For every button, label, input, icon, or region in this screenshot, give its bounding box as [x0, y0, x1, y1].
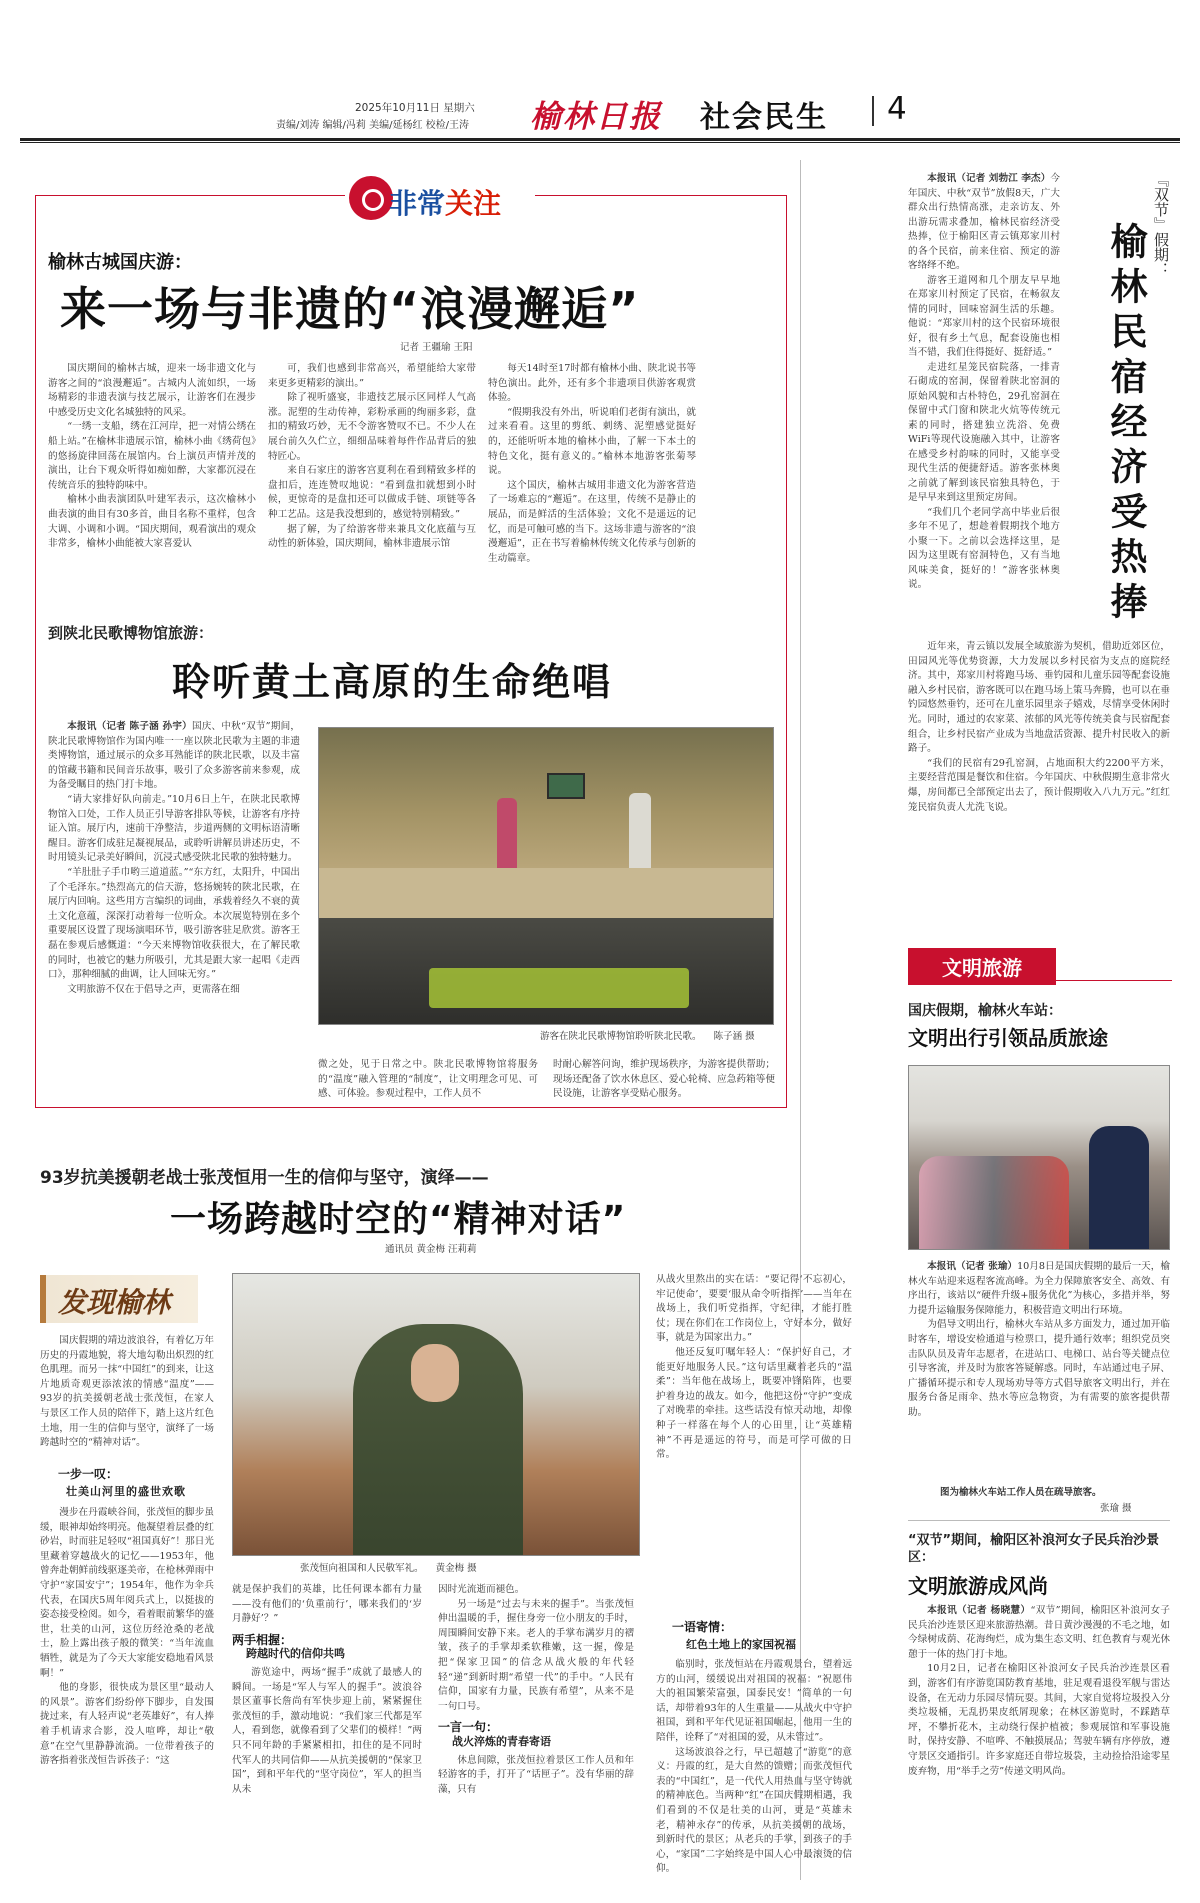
performer-right	[629, 793, 651, 871]
article3-kicker: 93岁抗美援朝老战士张茂恒用一生的信仰与坚守，演绎——	[40, 1168, 489, 1188]
article3-col3: 因时光流逝而褪色。 另一场是“过去与未来的握手”。当张茂恒伸出温暖的手，握住身旁一位小朋友的手时，周围瞬间安静下来。老人的手掌布满岁月的褶皱，孩子的手掌却柔软稚嫩，这一握，像是把“保家卫国”的信念从战火般的年代轻轻“递”到新时期“希望一代”的手中。“人民有信仰，国家有力量，民族有希望”，从来不是一句口号。 一言一句： 战火淬炼的青春寄语 休息间隙，张茂恒拉着景区工作人员和年轻游客的手，打开了“话匣子”。没有华丽的辞藻，只有	[438, 1584, 634, 1795]
header-rule-thin	[20, 142, 1180, 143]
page-number: 4	[887, 91, 907, 127]
article1-kicker: 榆林古城国庆游：	[48, 252, 192, 273]
veteran-salute-photo	[232, 1273, 640, 1556]
discover-yulin-logo	[40, 1275, 198, 1323]
article3-title: 一场跨越时空的“精神对话”	[170, 1199, 627, 1240]
article3-col1: 漫步在丹霞峡谷间，张茂恒的脚步虽缓，眼神却始终明亮。他凝望着层叠的红砂岩，时而驻足轻叹“祖国真好”！那日光里藏着穿越战火的记忆——1953年，他曾奔赴朝鲜前线驱逐美帝，在枪林弹雨中守护“家国安宁”；1954年，他作为伞兵代表，在国庆5周年阅兵式上，以挺拔的姿态接受检阅。如今，看着眼前繁华的盛世，壮美的山河，这位历经沧桑的老战士，脸上露出孩子般的微笑：“当年流血牺牲，就是为了今天大家能安稳地看风景啊！” 他的身影，很快成为景区里“最动人的风景”。游客们纷纷停下脚步，自发围拢过来，有人轻声说“老英雄好”，有人捧着手机请求合影，没人喧哗，却让“敬意”在空气里静静流淌。一位带着孩子的游客指着张茂恒告诉孩子：“这	[40, 1507, 214, 1767]
veteran-face	[411, 1344, 459, 1402]
article3-col2: 就是保护我们的英雄，比任何课本都有力量——没有他们的‘负重前行’，哪来我们的‘岁月静好’？” 两手相握： 跨越时代的信仰共鸣 游览途中，两场“握手”成就了最感人的瞬间。一场是“军人与军人的握手”。波浪谷景区董事长詹尚有军快步迎上前，紧紧握住张茂恒的手，激动地说：“我们家三代都是军人，看到您，就像看到了父辈们的模样！”两只不同年龄的手紧紧相扣，扣住的是不同时代军人的共同信仰——从抗美援朝的“保家卫国”，到和平年代的“坚守岗位”，军人的担当从未	[232, 1584, 422, 1795]
section3-title: 战火淬炼的青春寄语	[452, 1734, 551, 1748]
section4-title: 红色土地上的家国祝福	[686, 1638, 796, 1651]
article3-col4: 从战火里熬出的实在话：“要记得‘不忘初心，牢记使命’，要要‘服从命令听指挥’——当年在战场上，我们听党指挥，守纪律，才能打胜仗；现在你们在工作岗位上，守好本分，做好事，就是为国家出力。” 他还反复叮嘱年轻人：“保护好自己，才能更好地服务人民。”这句话里藏着老兵的“温柔”：当年他在战场上，既要冲锋陷阵，也要护着身边的战友。如今，他把这份“守护”变成了对晚辈的牵挂。这些话没有惊天动地，却像种子一样落在每个人的心田里，让“英雄精神”不再是遥远的符号，而是可学可做的日常。	[656, 1274, 852, 1461]
magnifier-icon	[349, 176, 393, 220]
civilized-travel-tag: 文明旅游	[908, 948, 1056, 985]
station-story-title: 文明出行引领品质旅途	[908, 1026, 1108, 1050]
station-crowd	[919, 1156, 1069, 1250]
audience-chairs	[429, 968, 689, 1008]
article2-left-column: 本报讯（记者 陈子涵 孙宇）国庆、中秋“双节”期间，陕北民歌博物馆作为国内唯一一座以陕北民歌为主题的非遗类博物馆，通过展示的众多耳熟能详的陕北民歌，以及丰富的馆藏书籍和民间音乐故事，吸引了众多游客前来参观，成为备受瞩目的热门打卡地。 “请大家排好队向前走。”10月6日上午，在陕北民歌博物馆入口处，工作人员正引导游客排队等候，让游客有序持证入馆。展厅内，速前干净整洁，步道两侧的文明标语清晰醒目。游客们成驻足凝视展品，或聆听讲解员讲述历史，不时用镜头记录美好瞬间，沉浸式感受陕北民歌的独特魅力。 “羊肚肚子手巾哟三道道蓝。”“东方红，太阳升，中国出了个毛泽东。”热烈高亢的信天游，悠扬婉转的陕北民歌，在展厅内回响。这些用方言编织的词曲，承载着经久不衰的黄土文化意蕴，深深打动着每一位听众。本次展览特别在多个重要展区设置了现场演唱环节，吸引游客驻足欣赏。游客王磊在参观后感慨道：“今天来博物馆收获很大，在了解民歌的同时，也被它的魅力所吸引，尤其是跟大家一起唱《走西口》，那种细腻的曲调，让人回味无穷。” 文明旅游不仅在于倡导之声，更需落在细	[48, 721, 300, 995]
article1-column-2: 可，我们也感到非常高兴，希望能给大家带来更多更精彩的演出。” 除了视听盛宴，非遗技艺展示区同样人气高涨。泥塑的生动传神，彩粉承画的绚丽多彩，盘扣的精致巧妙，无不令游客赞叹不已。不少人在展台前久久伫立，细细品味着每件作品背后的独特匠心。 来自石家庄的游客宫夏利在看到精致多样的盘扣后，连连赞叹地说：“看到盘扣就想到小时候，更惊奇的是盘扣还可以做成手链、项链等各种工艺品。这是我没想到的，感觉特别精致。” 据了解，为了给游客带来兼具文化底蕴与互动性的新体验，国庆期间，榆林非遗展示馆	[268, 363, 476, 550]
article1-column-1: 国庆期间的榆林古城，迎来一场非遗文化与游客之间的“浪漫邂逅”。古城内人流如织，一场场精彩的非遗表演与技艺展示，让游客们在漫步中感受历史文化名城独特的风采。 “一绣一支船，绣在江河岸，把一对情公绣在船上站。”在榆林非遗展示馆，榆林小曲《绣荷包》的悠扬旋律回荡在展馆内。台上演员声情并茂的演出，让台下观众听得如痴如醉，大家都沉浸在传统音乐的独特韵味中。 榆林小曲表演团队叶建军表示，这次榆林小曲表演的曲目有30多首，曲目名称不重样，包含大调、小调和小调。“国庆期间，观看演出的观众非常多，榆林小曲能被大家喜爱认	[48, 363, 256, 550]
article3-byline: 通讯员 黄金梅 汪莉莉	[385, 1244, 477, 1255]
station-story-text: 本报讯（记者 张瑜）10月8日是国庆假期的最后一天，榆林火车站迎来返程客流高峰。为全力保障旅客安全、高效、有序出行，该站以“硬件升级+服务优化”为核心，多措并举，努力提升运输服务保障能力，积极营造文明出行环境。 为倡导文明出行，榆林火车站从多方面发力，通过加开临时客车，增设安检通道与检票口，提升通行效率；组织党员突击队队员及青年志愿者，在进站口、电梯口、站台等关键点位引导客流，并及时为旅客答疑解惑。同时，车站通过电子屏、广播循环提示和专人现场劝导等方式倡导旅客文明出行，并在服务台备足雨伞、热水等应急物资，为有需要的旅客提供帮助。	[908, 1261, 1170, 1418]
article3-col4-cont: 临别时，张茂恒站在丹霞观景台，望着远方的山河，缓缓说出对祖国的祝福：“祝愿伟大的祖国繁荣富强，国泰民安！”简单的一句话，却带着93年的人生重量——从战火中守护祖国，到和平年代见证祖国崛起，他用一生的陪伴，诠释了“对祖国的爱，从未管过”。 这场波浪谷之行，早已超越了“游览”的意义：丹霞的红，是大自然的馈赠；而张茂恒代表的“中国红”，是一代代人用热血与坚守铸就的精神底色。当两种“红”在国庆假期相遇，我们看到的不仅是壮美的山河，更是“英雄未老，精神永存”的传承，从抗美援朝的战场，到新时代的景区；从老兵的手掌，到孩子的手心，“家国”二字始终是中国人心中最滚烫的信仰。	[656, 1659, 852, 1875]
homestay-vertical-title: 榆林民宿经济受热捧	[1104, 222, 1148, 627]
article2-title: 聆听黄土高原的生命绝唱	[172, 660, 613, 704]
desert-story-kicker: “双节”期间，榆阳区补浪河女子民兵治沙景区：	[908, 1533, 1160, 1565]
train-station-photo	[908, 1065, 1170, 1250]
section2-label: 两手相握：	[232, 1632, 293, 1647]
masthead-date: 2025年10月11日 星期六	[355, 102, 475, 114]
discover-yulin-text: 发现榆林	[58, 1286, 171, 1319]
article2-bottom-col-1: 微之处，见于日常之中。陕北民歌博物馆将服务的“温度”融入管理的“制度”，让文明理念可见、可感、可体验。参观过程中，工作人员不	[318, 1059, 538, 1100]
badge-part1: 非常	[389, 187, 446, 220]
header-rule	[20, 138, 1180, 141]
section-title: 社会民生	[700, 100, 828, 135]
homestay-author: 本报讯（记者 刘勃江 李杰）	[927, 173, 1051, 184]
article2-kicker: 到陕北民歌博物馆旅游：	[48, 624, 214, 642]
folk-song-museum-photo	[318, 727, 774, 1025]
feature-badge	[345, 170, 535, 225]
article3-intro: 国庆假期的靖边波浪谷，有着亿万年历史的丹霞地貌，将大地勾勒出炽烈的红色肌理。而另一抹“中国红”的到来，让这片地质奇观更添浓浓的情感“温度”——93岁的抗美援朝老战士张茂恒，在家人与景区工作人员的陪伴下，踏上这片红色土地，用一生的信仰与坚守，演绎了一场跨越时空的“精神对话”。	[40, 1335, 214, 1449]
masthead-separator	[872, 96, 874, 126]
civilized-tag-rule	[1056, 980, 1172, 981]
stage-screen	[547, 773, 585, 799]
station-story-kicker: 国庆假期，榆林火车站：	[908, 1003, 1062, 1019]
homestay-article-text-cont: 近年来，青云镇以发展全域旅游为契机，借助近郊区位，田园风光等优势资源，大力发展以乡村民宿为支点的庭院经济。其中，郑家川村将跑马场、垂钓园和儿童乐园等配套设施融入乡村民宿，游客既可以在跑马场上策马奔腾，也可以在垂钓园悠然垂钓，还可在儿童乐园里亲子嬉戏，尽情享受休闲时光。同时，通过的农家菜、浓郁的风光等传统美食与民宿配套组合，让乡村民宿产业成为当地盘活资源、提升村民收入的新路子。 “我们的民宿有29孔窑洞，占地面积大约2200平方米，主要经营范围是餐饮和住宿。今年国庆、中秋假期生意非常火爆，房间都已全部预定出去了，预计假期收入八九万元。”红红笼民宿负责人尤洗飞说。	[908, 641, 1170, 813]
article1-column-3: 每天14时至17时都有榆林小曲、陕北说书等特色演出。此外，还有多个非遗项目供游客观赏体验。 “假期我没有外出，听说咱们老街有演出，就过来看看。这里的剪纸、刺绣、泥塑感觉挺好的，还能听听本地的榆林小曲，了解一下本土的特色文化，挺有意义的。”榆林本地游客张菊琴说。 这个国庆，榆林古城用非遗文化为游客营造了一场难忘的“邂逅”。在这里，传统不是静止的展品，而是鲜活的生活体验；文化不是遥远的记忆，而是可触可感的当下。这场非遗与游客的“浪漫邂逅”，正在书写着榆林传统文化传承与创新的生动篇章。	[488, 363, 696, 564]
station-photo-caption: 图为榆林火车站工作人员在疏导旅客。	[940, 1487, 1102, 1498]
folk-song-photo-caption: 游客在陕北民歌博物馆聆听陕北民歌。 陈子涵 摄	[540, 1031, 755, 1042]
badge-part2: 关注	[445, 187, 502, 220]
homestay-article-text: 本报讯（记者 刘勃江 李杰）今年国庆、中秋“双节”放假8天，广大群众出行热情高涨，走亲访友、外出游玩需求叠加，榆林民宿经济受热捧，位于榆阳区青云镇郑家川村的各个民宿，前来住宿、预定的游客络绎不绝。 游客王道网和几个朋友早早地在郑家川村预定了民宿，在畅叙友情的同时，回味窑洞生活的乐趣。他说：“郑家川村的这个民宿环境很好，很有乡土气息，配套设施也相当不错，我们住得挺好、挺舒适。” 走进红星笼民宿院落，一排青石砌成的窑洞，保留着陕北窑洞的原始风貌和古朴特色，29孔窑洞在保留中式门窗和陕北火炕等传统元素的同时，搭建独立洗浴、免费WiFi等现代设施融入其中，让游客在感受乡村韵味的同时，又能享受现代生活的便捷舒适。游客张林奥之前就了解到该民宿独具特色，于是早早来到这里预定房间。 “我们几个老同学高中毕业后很多年不见了，想趁着假期找个地方小聚一下。之前以会选择这里，是因为这里既有窑洞特色，又有当地风味美食，挺好的！”游客张林奥说。	[908, 173, 1060, 590]
veteran-photo-caption: 张茂恒向祖国和人民敬军礼。 黄金梅 摄	[300, 1563, 477, 1574]
section4-label: 一语寄情：	[672, 1620, 733, 1634]
masthead-editors: 责编/刘涛 编辑/冯莉 美编/延杨红 校检/王涛	[276, 120, 470, 131]
article1-title: 来一场与非遗的“浪漫邂逅”	[60, 282, 640, 336]
right-column-divider	[800, 160, 801, 1880]
paper-name-logo: 榆林日报	[530, 99, 662, 135]
performer-left	[497, 798, 517, 870]
civilized-divider	[908, 1520, 1170, 1521]
section2-title: 跨越时代的信仰共鸣	[246, 1647, 345, 1661]
station-staff	[1089, 1126, 1149, 1250]
station-photo-author: 张瑜 摄	[1100, 1503, 1132, 1514]
desert-story-title: 文明旅游成风尚	[908, 1574, 1048, 1598]
homestay-vertical-kicker: 『双节』假期：	[1152, 172, 1170, 277]
section1-title: 壮美山河里的盛世欢歌	[66, 1485, 186, 1498]
article2-author: 本报讯（记者 陈子涵 孙宇）	[67, 721, 192, 732]
section1-label: 一步一叹：	[58, 1467, 119, 1481]
article1-byline: 记者 王疆瑜 王阳	[400, 342, 473, 353]
desert-story-text: 本报讯（记者 杨晓慧）“双节”期间，榆阳区补浪河女子民兵治沙连景区迎来旅游热潮。昔日黄沙漫漫的不毛之地，如今绿树成荫、花海绚烂，成为集生态文明、红色教育与观光休憩于一体的热门打卡地。 10月2日，记者在榆阳区补浪河女子民兵治沙连景区看到，游客们有序游览国防教育基地，驻足观看退役军舰与雷达设备，在无动力乐园尽情玩耍。其间，大家自觉将垃圾投入分类垃圾桶，无乱扔果皮纸屑现象；在林区游览时，不踩踏草坪，不攀折花木，主动绕行保护植被；参观展馆和军事设施时，保持安静、不喧哗、不触摸展品；驾驶车辆有序停放，遵守景区交通指引。许多家庭还自带垃圾袋，主动捡拾沿途零星废弃物，用“举手之劳”传递文明风尚。	[908, 1605, 1170, 1777]
article2-bottom-col-2: 时耐心解答问询，维护现场秩序，为游客提供帮助；现场还配备了饮水休息区、爱心轮椅、应急药箱等便民设施，让游客享受贴心服务。	[553, 1059, 775, 1100]
section3-label: 一言一句：	[438, 1720, 499, 1735]
